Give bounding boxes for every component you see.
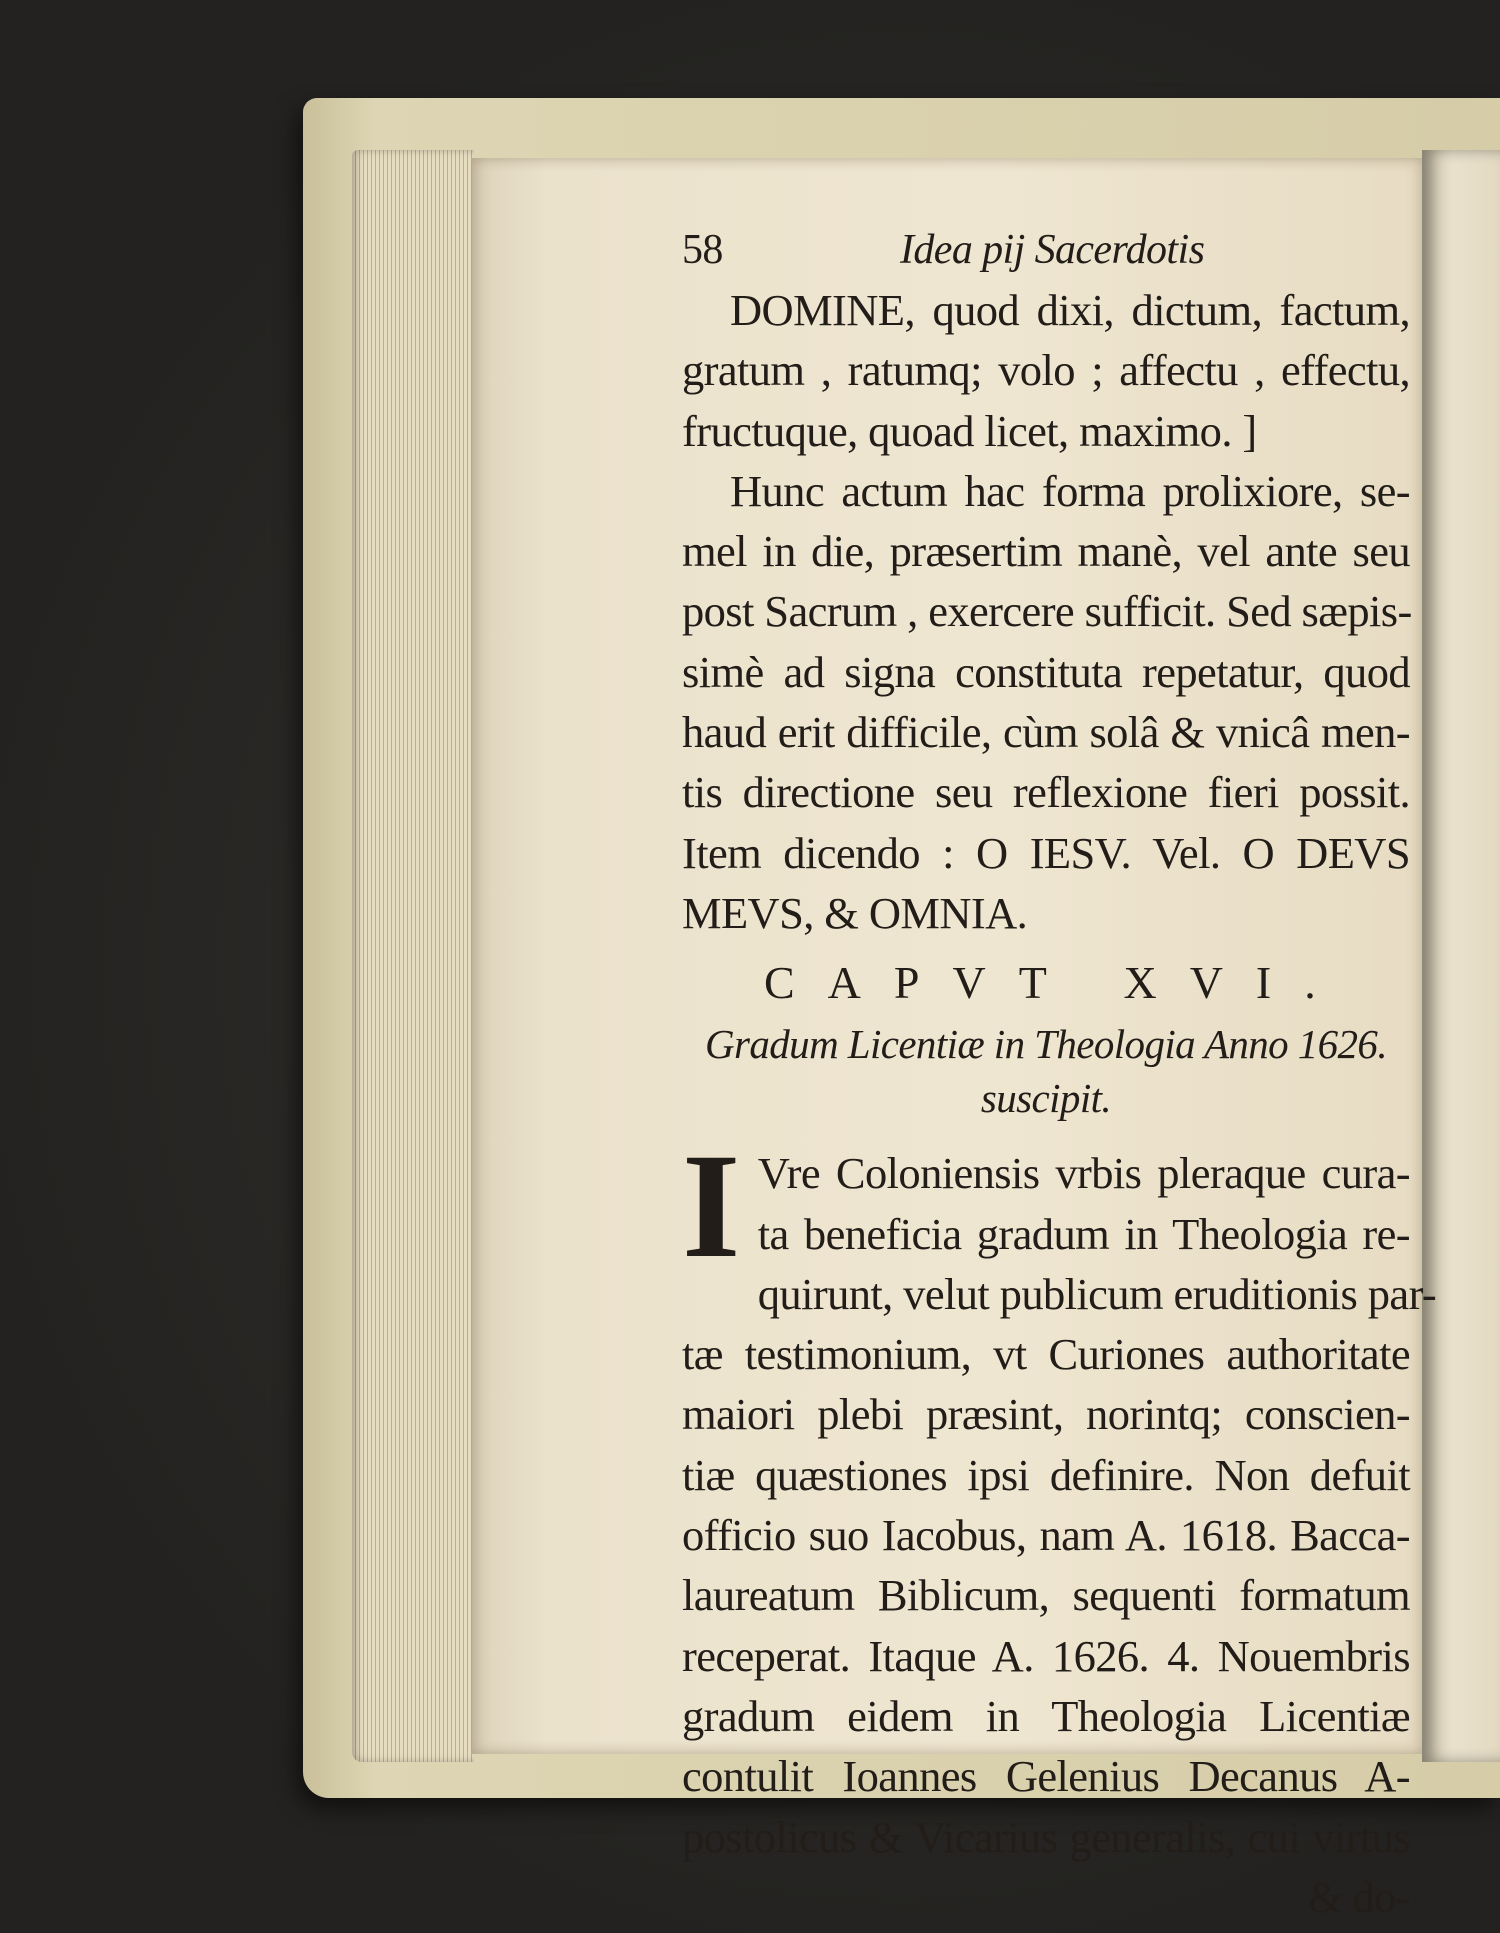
running-title: Idea pij Sacerdotis	[900, 227, 1205, 273]
text-line: mel in die, præsertim manè, vel ante seu	[682, 526, 1410, 577]
text-line: officio suo Iacobus, nam A. 1618. Bacca-	[682, 1510, 1410, 1561]
text-line: laureatum Biblicum, sequenti formatum	[682, 1570, 1410, 1621]
page-edges	[352, 150, 474, 1762]
catchword: & do-	[1307, 1871, 1410, 1922]
text-line: gratum , ratumq; volo ; affectu , effectu,	[682, 345, 1410, 396]
text-line: receperat. Itaque A. 1626. 4. Nouembris	[682, 1630, 1410, 1681]
text-line: maiori plebi præsint, norintq; conscien-	[682, 1389, 1410, 1440]
text-line: DOMINE, quod dixi, dictum, factum,	[730, 285, 1410, 335]
text-line: Item dicendo : O IESV. Vel. O DEVS	[682, 827, 1410, 878]
text-line: post Sacrum , exercere sufficit. Sed sæpis-	[682, 586, 1412, 637]
text-line: Hunc actum hac forma prolixiore, se-	[730, 465, 1410, 516]
text-line: tiæ quæstiones ipsi definire. Non defuit	[682, 1449, 1410, 1500]
page-header	[682, 226, 1410, 280]
text-line: tis directione seu reflexione fieri possit.	[682, 767, 1410, 818]
page-text	[682, 226, 1437, 1927]
text-line: fructuque, quoad licet, maximo. ]	[682, 405, 1257, 456]
chapter-subtitle: suscipit.	[980, 1075, 1112, 1122]
text-line: Vre Coloniensis vrbis pleraque cura-	[757, 1148, 1410, 1199]
text-line: simè ad signa constituta repetatur, quod	[682, 646, 1410, 697]
text-line: MEVS, & OMNIA.	[682, 887, 1028, 938]
text-line: ta beneficia gradum in Theologia re-	[757, 1208, 1410, 1259]
text-line: tæ testimonium, vt Curiones authoritate	[682, 1329, 1410, 1380]
facing-page-edge	[1422, 150, 1500, 1762]
page-number: 58	[682, 227, 723, 273]
text-line: haud erit difficile, cùm solâ & vnicâ men-	[682, 707, 1410, 758]
text-line: contulit Ioannes Gelenius Decanus A-	[682, 1751, 1410, 1802]
chapter-heading: CAPVT XVI.	[764, 957, 1349, 1009]
text-line: quirunt, velut publicum eruditionis par-	[757, 1268, 1437, 1319]
drop-cap-initial: I	[682, 1123, 740, 1290]
text-line: gradum eidem in Theologia Licentiæ	[682, 1690, 1410, 1741]
text-line: postolicus & Vicarius generalis, cui virtus	[682, 1811, 1410, 1862]
chapter-subtitle: Gradum Licentiæ in Theologia Anno 1626.	[705, 1021, 1387, 1068]
